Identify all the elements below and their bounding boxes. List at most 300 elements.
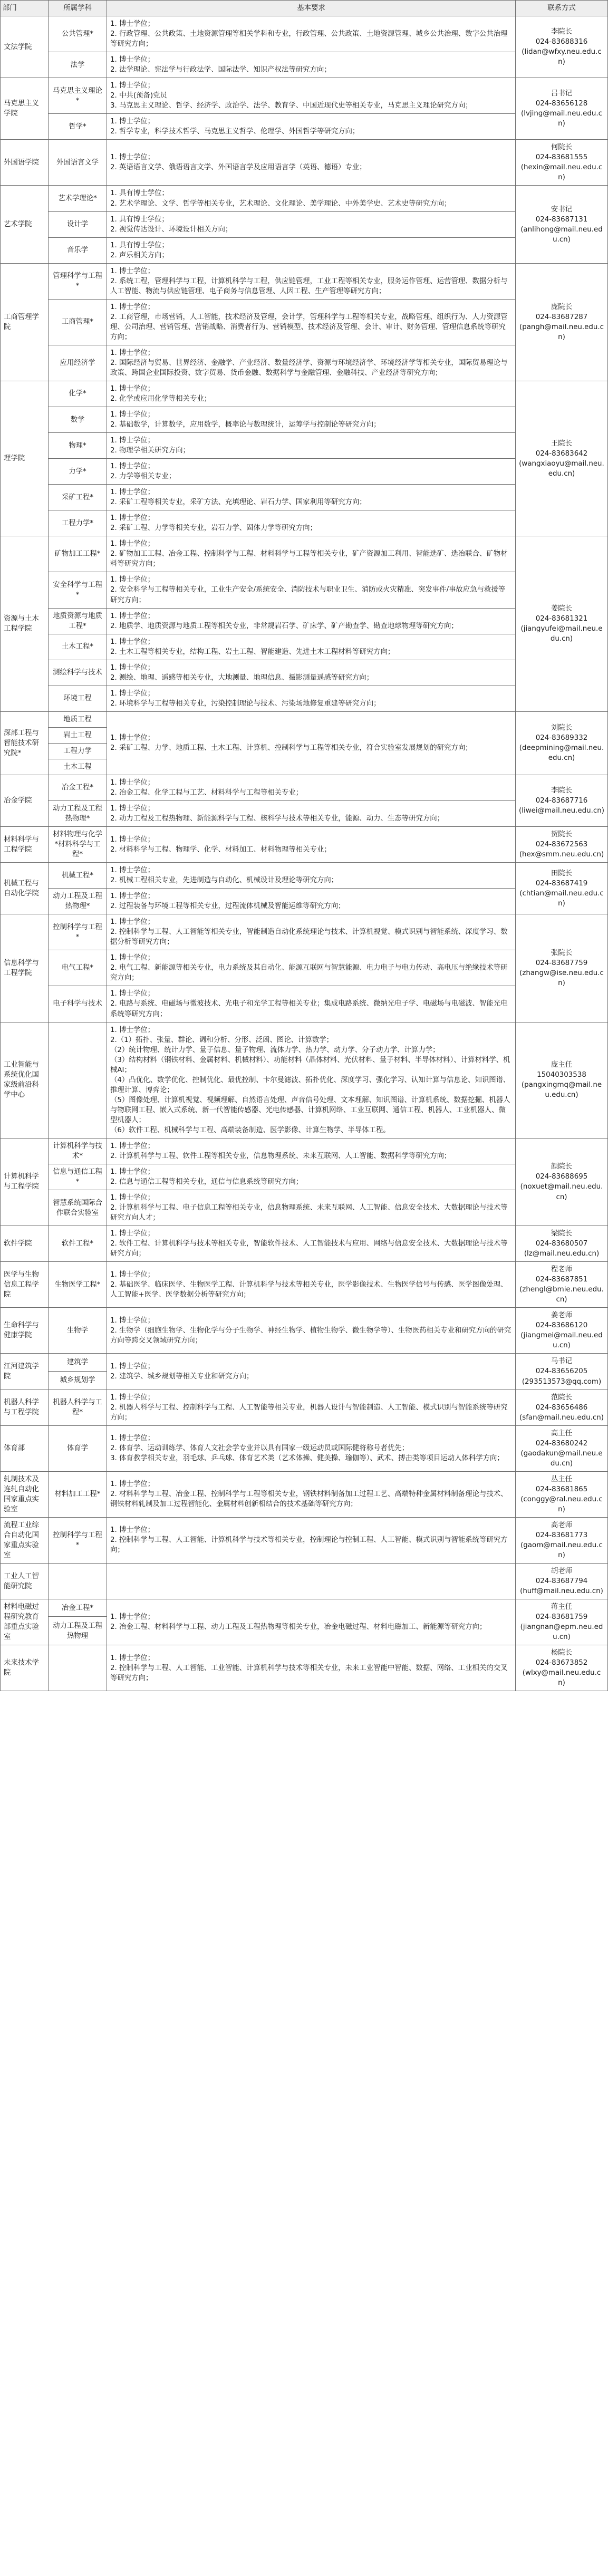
contact-phone: 024-83688695: [535, 1173, 588, 1181]
contact-person: 颜院长: [551, 1163, 573, 1171]
table-row: [1, 1226, 608, 1262]
requirement-line: （3）结构材料（钢铁材料、金属材料、机械材料）、功能材料（晶体材料、光伏材料、量子材料、半导体材料）、计算材料学、机械AI；: [110, 1056, 510, 1074]
requirement-line: 2. 环境科学与工程等相关专业，污染控制理论与技术、污染场地修复重建等研究方向；: [110, 699, 381, 708]
requirement-line: 2. 动力工程及工程热物理、新能源科学与工程、核科学与技术等相关专业，能源、动力、生态等研究方向；: [110, 815, 444, 823]
requirement-line: 1. 博士学位；: [110, 1168, 155, 1176]
contact-email[interactable]: (pangxingmq@mail.neu.edu.cn): [521, 1081, 602, 1099]
contact-person: 范院长: [551, 1393, 573, 1402]
requirements-cell: [107, 1599, 516, 1645]
discipline-cell: 软件工程*: [49, 1226, 107, 1262]
contact-email[interactable]: (wangxiaoyu@mail.neu.edu.cn): [519, 459, 604, 478]
contact-cell: [516, 1262, 608, 1308]
discipline-cell: 建筑学: [49, 1354, 107, 1372]
discipline-cell: 控制科学与工程*: [49, 1517, 107, 1563]
requirements-cell: [107, 1308, 516, 1354]
requirements-cell: [107, 1471, 516, 1517]
discipline-cell: 材料加工工程*: [49, 1471, 107, 1517]
requirements-cell: [107, 52, 516, 78]
contact-person: 田院长: [551, 869, 573, 877]
requirement-line: 2.（1）拓扑、张量、群论、调和分析、分形、泛函、图论、计算数学；: [110, 1036, 334, 1044]
dept-name-cell: 工商管理学院: [1, 263, 49, 381]
discipline-cell: 工商管理*: [49, 299, 107, 345]
requirement-line: 1. 博士学位；: [110, 1230, 155, 1238]
discipline-cell: 环境工程: [49, 686, 107, 711]
requirement-line: 2. 体育学、运动训练学、体育人文社会学专业并以具有国家一级运动员或国际健将称号者优先；: [110, 1444, 409, 1453]
requirement-line: 1. 博士学位；: [110, 1316, 155, 1325]
dept-name-cell: 深部工程与智能技术研究院*: [1, 711, 49, 775]
requirement-line: （5）图像处理、计算机视觉、视频理解、自然语言处理、声音信号处理、文本理解、知识图谱、计算机系统、数据挖掘、机器人与物联网工程、嵌入式系统、新一代智能传感器、光电传感器、计算机网络、工业互联网、通信工程、机器人、工业机器人、微型机器人；: [110, 1096, 510, 1124]
discipline-cell: 公共管理*: [49, 16, 107, 52]
contact-email[interactable]: (sfan@mail.neu.edu.cn): [519, 1413, 604, 1422]
table-row: [1, 263, 608, 299]
contact-phone: 024-83680242: [535, 1439, 588, 1448]
requirement-line: 2. 艺术学理论、文学、哲学等相关专业，艺术理论、文化理论、美学理论、中外美学史、艺术史等研究方向；: [110, 199, 451, 208]
contact-phone: 024-83656128: [535, 100, 588, 108]
requirements-cell: [107, 1138, 516, 1164]
contact-phone: 024-83681865: [535, 1485, 588, 1493]
contact-cell: [516, 863, 608, 914]
requirement-line: 1. 博士学位；: [110, 56, 155, 64]
requirement-line: 1. 博士学位；: [110, 411, 155, 419]
contact-cell: [516, 1138, 608, 1226]
contact-cell: [516, 1517, 608, 1563]
contact-email[interactable]: (chtian@mail.neu.edu.cn): [519, 889, 604, 908]
requirement-line: 1. 博士学位；: [110, 1434, 155, 1443]
requirement-line: 2. 材料科学与工程、冶金工程、控制科学与工程等相关专业，钢铁材料制备加工过程工艺、高端特种金属材料制备理论与技术、钢铁材料轧制及加工过程智能化、金属材料创新相结合的技术基础等研究方向；: [110, 1490, 508, 1509]
requirement-line: 1. 具有博士学位；: [110, 215, 169, 224]
discipline-cell: 法学: [49, 52, 107, 78]
requirement-line: 1. 博士学位；: [110, 1613, 155, 1622]
requirement-line: 1. 博士学位；: [110, 638, 155, 646]
contact-cell: [516, 263, 608, 381]
contact-email[interactable]: (zhangw@ise.neu.edu.cn): [519, 969, 604, 987]
requirement-line: 2. 地质学、地质资源与地质工程等相关专业，非常规岩石学、矿床学、矿产勘查学、勘查地球物理等研究方向；: [110, 622, 458, 630]
contact-person: 姜老师: [551, 1311, 573, 1320]
contact-cell: [516, 775, 608, 826]
table-row: [1, 1308, 608, 1354]
contact-phone: 024-83687131: [535, 215, 588, 224]
contact-person: 胡老师: [551, 1567, 573, 1575]
requirements-cell: [107, 1645, 516, 1691]
table-row: [1, 1390, 608, 1425]
requirement-line: 2. 测绘、地理、遥感等相关专业，大地测量、地理信息、摄影测量遥感等研究方向；: [110, 673, 374, 682]
table-row: [1, 1354, 608, 1372]
discipline-cell: 采矿工程*: [49, 485, 107, 510]
requirement-line: 1. 博士学位；: [110, 267, 155, 275]
requirement-line: 2. 采矿工程等相关专业，采矿方法、充填理论、岩石力学、国家利用等研究方向；: [110, 498, 366, 507]
requirements-cell: [107, 634, 516, 660]
requirement-line: 2. 安全科学与工程等相关专业，工业生产安全/系统安全、消防技术与职业卫生、消防或火灾精准、突发事件/事故应急与救援等研究方向；: [110, 586, 506, 604]
requirement-line: 2. 冶金工程、化学工程与工艺、材料科学与工程等相关专业；: [110, 788, 303, 797]
requirements-cell: [107, 16, 516, 52]
table-row: [1, 1471, 608, 1517]
contact-email[interactable]: (lvjing@mail.neu.edu.cn): [521, 110, 602, 128]
requirement-line: 1. 博士学位；: [110, 118, 155, 126]
discipline-cell: 机械工程*: [49, 863, 107, 889]
requirement-line: 2. 中共(预备)党员: [110, 92, 167, 100]
requirements-cell: [107, 1354, 516, 1390]
requirements-cell: [107, 140, 516, 186]
dept-name-cell: 信息科学与工程学院: [1, 914, 49, 1022]
contact-cell: [516, 1308, 608, 1354]
requirements-cell: [107, 1390, 516, 1425]
requirement-line: 2. 生物学（细胞生物学、生物化学与分子生物学、神经生物学、植物生物学、微生物学等）、生物医药相关专业和研究方向的研究方向等跨交叉领域研究方向；: [110, 1326, 512, 1345]
discipline-cell: 土木工程: [49, 759, 107, 775]
contact-person: 张院长: [551, 949, 573, 957]
contact-person: 杨院长: [551, 1649, 573, 1657]
contact-cell: [516, 1226, 608, 1262]
contact-person: 何院长: [551, 143, 573, 152]
dept-name-cell: 软件学院: [1, 1226, 49, 1262]
contact-phone: 024-83689332: [535, 734, 588, 742]
requirement-line: 1. 博士学位；: [110, 303, 155, 311]
requirement-line: 2. 电路与系统、电磁场与微波技术、光电子和光学工程等相关专业；集成电路系统、微纳光电子学、电磁场与电磁波、智能光电系统等研究方向；: [110, 1000, 508, 1018]
contact-phone: 024-83672563: [535, 841, 588, 849]
requirement-line: 1. 博士学位；: [110, 804, 155, 813]
discipline-cell: [49, 1022, 107, 1138]
contact-email[interactable]: (hex@smm.neu.edu.cn): [519, 851, 604, 859]
contact-person: 贺院长: [551, 831, 573, 839]
contact-cell: [516, 140, 608, 186]
requirement-line: 1. 博士学位；: [110, 1393, 155, 1402]
table-row: [1, 381, 608, 407]
contact-email[interactable]: (wlxy@mail.neu.edu.cn): [522, 1669, 601, 1687]
contact-email[interactable]: (deepmining@mail.neu.edu.cn): [519, 744, 604, 763]
table-header-row: [1, 1, 608, 16]
requirement-line: 2. 采矿工程、力学、地质工程、土木工程、计算机、控制科学与工程等相关专业，符合实验室发展规划的研究方向；: [110, 744, 472, 752]
requirement-line: 2. 行政管理、公共政策、土地资源管理等相关学科和专业，行政管理、公共政策、土地资源管理、城乡公共治理、数字公共治理等研究方向；: [110, 30, 508, 49]
requirement-line: 2. 机械工程相关专业，先进制造与自动化、机械设计及理论等研究方向；: [110, 876, 339, 885]
requirement-line: 1. 博士学位；: [110, 437, 155, 445]
discipline-cell: 工程力学*: [49, 510, 107, 536]
requirements-cell: [107, 114, 516, 140]
table-row: [1, 78, 608, 114]
discipline-cell: 外国语言文学: [49, 140, 107, 186]
table-row: [1, 186, 608, 211]
contact-person: 庞院长: [551, 303, 573, 311]
requirement-line: 1. 博士学位；: [110, 20, 155, 28]
requirements-cell: [107, 459, 516, 485]
contact-email[interactable]: (jiangyufei@mail.neu.edu.cn): [520, 625, 603, 643]
contact-phone: 024-83687419: [535, 879, 588, 887]
requirement-line: 2. 控制科学与工程、人工智能、计算机科学与技术等相关专业，控制理论与控制工程、人工智能、模式识别与智能系统等研究方向；: [110, 1536, 508, 1555]
discipline-cell: 化学*: [49, 381, 107, 407]
requirements-cell: [107, 686, 516, 711]
table-row: [1, 1564, 608, 1599]
discipline-cell: 地质工程: [49, 711, 107, 727]
contact-cell: [516, 186, 608, 263]
contact-email[interactable]: (hexin@mail.neu.edu.cn): [520, 163, 603, 182]
requirement-line: 1. 博士学位；: [110, 663, 155, 672]
requirement-line: 1. 博士学位；: [110, 612, 155, 620]
contact-person: 丛主任: [551, 1475, 573, 1483]
contact-email[interactable]: (lz@mail.neu.edu.cn): [524, 1250, 600, 1258]
requirement-line: 2. 建筑学、城乡规划等相关专业和研究方向；: [110, 1372, 254, 1381]
contact-cell: [516, 1599, 608, 1645]
dept-name-cell: 体育部: [1, 1425, 49, 1471]
contact-person: 姜院长: [551, 605, 573, 613]
requirement-line: 2. 控制科学与工程、人工智能等相关专业，智能制造自动化系统理论与技术、计算机视觉、模式识别与智能系统、深度学习、数据分析等研究方向；: [110, 928, 508, 947]
contact-email[interactable]: (jiangmei@mail.neu.edu.cn): [520, 1332, 603, 1350]
requirement-line: 2. 英语语言文学、俄语语言文学、外国语言学及应用语言学（英语、德语）专业；: [110, 163, 366, 172]
contact-person: 梁院长: [551, 1230, 573, 1238]
contact-cell: [516, 1564, 608, 1599]
dept-name-cell: 江河建筑学院: [1, 1354, 49, 1390]
discipline-cell: 物理*: [49, 433, 107, 459]
contact-person: 李院长: [551, 786, 573, 795]
table-row: [1, 1517, 608, 1563]
requirement-line: 2. 国际经济与贸易、世界经济、金融学、产业经济、数量经济学、资源与环境经济学、环境经济学等相关专业，国际贸易理论与政策、跨国企业国际投资、数字贸易、货币金融、数据科学与金融管理、金融科技、产业经济等研究方向；: [110, 359, 508, 377]
contact-email[interactable]: (lidan@wfxy.neu.edu.cn): [522, 48, 602, 66]
requirements-cell: [107, 827, 516, 863]
table-row: [1, 775, 608, 800]
contact-cell: [516, 536, 608, 711]
contact-phone: 024-83687759: [535, 959, 588, 967]
requirement-line: 1. 博士学位；: [110, 82, 155, 90]
requirements-cell: [107, 1164, 516, 1190]
requirement-line: 1. 博士学位；: [110, 349, 155, 357]
requirements-cell: [107, 1564, 516, 1599]
requirement-line: 1. 具有博士学位；: [110, 189, 169, 198]
requirements-cell: [107, 986, 516, 1022]
table-row: [1, 914, 608, 950]
discipline-cell: 地质资源与地质工程*: [49, 608, 107, 634]
requirement-line: 2. 采矿工程、力学等相关专业，岩石力学、固体力学等研究方向；: [110, 524, 317, 533]
requirements-cell: [107, 407, 516, 433]
dept-name-cell: 机械工程与自动化学院: [1, 863, 49, 914]
dept-name-cell: 外国语学院: [1, 140, 49, 186]
requirement-line: 2. 系统工程，管理科学与工程，计算机科学与工程，供应链管理，工业工程等相关专业，服务运作管理、运营管理、数据分析与人工智能、物流与供应链管理、电子商务与信息管理、人因工程、生产管理等研究方向；: [110, 277, 508, 295]
requirements-cell: [107, 889, 516, 914]
requirements-cell: [107, 263, 516, 299]
requirement-line: 1. 博士学位；: [110, 1270, 155, 1279]
contact-email[interactable]: (jiangnan@epm.neu.edu.cn): [520, 1623, 603, 1642]
discipline-cell: 安全科学与工程*: [49, 572, 107, 608]
contact-phone: 024-83687794: [535, 1577, 588, 1586]
requirement-line: 2. 材料科学与工程、物理学、化学、材料加工、材料物理等相关专业；: [110, 845, 331, 854]
dept-name-cell: 工业人工智能研究院: [1, 1564, 49, 1599]
discipline-cell: 控制科学与工程*: [49, 914, 107, 950]
requirements-cell: [107, 800, 516, 826]
contact-phone: 024-83673852: [535, 1659, 588, 1667]
requirement-line: 1. 博士学位；: [110, 1026, 155, 1034]
requirements-cell: [107, 381, 516, 407]
requirements-cell: [107, 186, 516, 211]
contact-email[interactable]: (gaodakun@mail.neu.edu.cn): [520, 1449, 603, 1468]
contact-phone: 024-83681321: [535, 615, 588, 623]
header-requirements: 基本要求: [107, 1, 516, 16]
requirement-line: 1. 博士学位；: [110, 1194, 155, 1202]
table-row: [1, 1599, 608, 1617]
contact-person: 安书记: [551, 205, 573, 214]
requirements-cell: [107, 1190, 516, 1226]
contact-person: 庞主任: [551, 1061, 573, 1069]
discipline-cell: 动力工程及工程热物理: [49, 1617, 107, 1645]
contact-phone: 15040303538: [537, 1071, 586, 1079]
requirement-line: 1. 博士学位；: [110, 892, 155, 901]
dept-name-cell: 理学院: [1, 381, 49, 536]
dept-name-cell: 材料科学与工程学院: [1, 827, 49, 863]
discipline-cell: 动力工程及工程热物理*: [49, 889, 107, 914]
table-body: [1, 16, 608, 1691]
requirement-line: 1. 博士学位；: [110, 734, 155, 742]
contact-phone: 024-83681759: [535, 1613, 588, 1622]
table-row: [1, 1138, 608, 1164]
table-row: [1, 1022, 608, 1138]
table-row: [1, 536, 608, 572]
contact-person: 王院长: [551, 439, 573, 448]
requirements-cell: [107, 572, 516, 608]
discipline-cell: 材料物理与化学*材料科学与工程*: [49, 827, 107, 863]
requirements-cell: [107, 608, 516, 634]
discipline-cell: 城乡规划学: [49, 1372, 107, 1390]
dept-name-cell: 文法学院: [1, 16, 49, 78]
requirement-line: 1. 博士学位；: [110, 954, 155, 962]
requirements-cell: [107, 1425, 516, 1471]
requirement-line: （4）凸优化、数学优化、控制优化、最优控制、卡尔曼滤波、拓扑优化、深度学习、强化学习、认知计算与信息论、知识图谱、推理计算、博弈论；: [110, 1076, 510, 1094]
dept-name-cell: 材料电磁过程研究教育部重点实验室: [1, 1599, 49, 1645]
requirement-line: 2. 基础医学、临床医学、生物医学工程、计算机科学与技术等相关专业，医学影像技术、生物医学信号与传感、医学图像处理、人工智能+医学、医学数据分析等研究方向；: [110, 1280, 508, 1299]
requirements-cell: [107, 78, 516, 114]
dept-name-cell: 轧制技术及连轧自动化国家重点实验室: [1, 1471, 49, 1517]
discipline-cell: 生物医学工程*: [49, 1262, 107, 1308]
requirement-line: 2. 化学或应用化学等相关专业；: [110, 395, 211, 403]
table-row: [1, 827, 608, 863]
table-row: [1, 1262, 608, 1308]
requirements-cell: [107, 1226, 516, 1262]
contact-phone: 024-83656205: [535, 1367, 588, 1376]
requirement-line: 1. 博士学位；: [110, 540, 155, 548]
contact-cell: [516, 1471, 608, 1517]
requirement-line: 1. 博士学位；: [110, 689, 155, 698]
contact-cell: [516, 711, 608, 775]
dept-name-cell: 医学与生物信息工程学院: [1, 1262, 49, 1308]
requirement-line: 1. 博士学位；: [110, 866, 155, 875]
contact-email[interactable]: (293513573@qq.com): [522, 1377, 602, 1386]
header-discipline: 所属学科: [49, 1, 107, 16]
requirements-cell: [107, 775, 516, 800]
requirement-line: 2. 物理学相关研究方向；: [110, 447, 190, 455]
discipline-cell: 数学: [49, 407, 107, 433]
discipline-cell: 应用经济学: [49, 345, 107, 381]
requirement-line: 1. 博士学位；: [110, 576, 155, 584]
contact-cell: [516, 78, 608, 140]
dept-name-cell: 计算机科学与工程学院: [1, 1138, 49, 1226]
discipline-cell: 艺术学理论*: [49, 186, 107, 211]
requirements-cell: [107, 536, 516, 572]
requirement-line: 2. 法学理论、宪法学与行政法学、国际法学、知识产权法等研究方向；: [110, 66, 331, 74]
discipline-cell: 电气工程*: [49, 950, 107, 986]
contact-cell: [516, 1645, 608, 1691]
dept-name-cell: 生命科学与健康学院: [1, 1308, 49, 1354]
requirement-line: 2. 电气工程、新能源等相关专业，电力系统及其自动化、能源互联网与智慧能源、电力电子与电力传动、高电压与绝缘技术等研究方向；: [110, 964, 508, 982]
header-dept: 部门: [1, 1, 49, 16]
discipline-cell: 岩土工程: [49, 727, 107, 743]
contact-person: 高老师: [551, 1521, 573, 1529]
contact-email[interactable]: (liwei@mail.neu.edu.cn): [519, 806, 604, 815]
requirement-line: 2. 软件工程、计算机科学与技术等相关专业，智能软件技术、人工智能技术与应用、网络与信息安全技术、大数据理论与技术等研究方向；: [110, 1240, 508, 1258]
requirement-line: 2. 冶金工程、材料科学与工程、动力工程及工程热物理等相关专业，冶金电磁过程、材料电磁加工、新能源等研究方向；: [110, 1623, 487, 1632]
requirement-line: 2. 计算机科学与工程、软件工程等相关专业，信息物理系统、未来互联网、人工智能、数据科学等研究方向；: [110, 1152, 451, 1160]
requirements-cell: [107, 863, 516, 889]
discipline-cell: 冶金工程*: [49, 775, 107, 800]
dept-name-cell: 马克思主义学院: [1, 78, 49, 140]
discipline-cell: 马克思主义理论*: [49, 78, 107, 114]
contact-phone: 024-83683642: [535, 449, 588, 458]
requirement-line: 1. 博士学位；: [110, 384, 155, 393]
contact-email[interactable]: (anlihong@mail.neu.edu.cn): [520, 225, 603, 244]
requirement-line: 2. 过程装备与环境工程等相关专业，过程流体机械及智能运维等研究方向；: [110, 902, 345, 911]
discipline-cell: 生物学: [49, 1308, 107, 1354]
table-row: [1, 1425, 608, 1471]
contact-email[interactable]: (gaom@mail.neu.edu.cn): [520, 1541, 603, 1559]
requirement-line: 1. 博士学位；: [110, 1654, 155, 1662]
contact-email[interactable]: (huff@mail.neu.edu.cn): [520, 1587, 603, 1596]
discipline-cell: 体育学: [49, 1425, 107, 1471]
table-row: [1, 140, 608, 186]
requirement-line: 1. 博士学位；: [110, 1480, 155, 1489]
requirements-cell: [107, 914, 516, 950]
discipline-cell: 电子科学与技术: [49, 986, 107, 1022]
contact-cell: [516, 1425, 608, 1471]
requirement-line: 1. 博士学位；: [110, 990, 155, 998]
requirements-cell: [107, 711, 516, 775]
contact-cell: [516, 827, 608, 863]
table-row: [1, 863, 608, 889]
requirement-line: 2. 视觉传达设计、环境设计相关方向；: [110, 225, 233, 234]
requirement-line: 1. 博士学位；: [110, 1362, 155, 1371]
contact-email[interactable]: (pangh@mail.neu.edu.cn): [519, 323, 604, 341]
contact-phone: 024-83688316: [535, 38, 588, 46]
requirement-line: 2. 信息与通信工程等相关专业，通信与信息系统等研究方向；: [110, 1178, 303, 1186]
contact-person: 李院长: [551, 28, 573, 36]
contact-person: 刘院长: [551, 724, 573, 732]
requirements-cell: [107, 1022, 516, 1138]
contact-email[interactable]: (zhengl@bmie.neu.edu.cn): [519, 1286, 604, 1304]
discipline-cell: 哲学*: [49, 114, 107, 140]
dept-name-cell: 机器人科学与工程学院: [1, 1390, 49, 1425]
contact-cell: [516, 1022, 608, 1138]
dept-name-cell: 未来技术学院: [1, 1645, 49, 1691]
contact-person: 马书记: [551, 1357, 573, 1366]
contact-cell: [516, 1354, 608, 1390]
discipline-cell: 设计学: [49, 211, 107, 237]
contact-person: 蒋主任: [551, 1603, 573, 1612]
requirement-line: 1. 博士学位；: [110, 835, 155, 844]
contact-person: 高主任: [551, 1429, 573, 1437]
discipline-cell: 力学*: [49, 459, 107, 485]
requirement-line: 1. 博士学位；: [110, 918, 155, 927]
discipline-cell: [49, 1564, 107, 1599]
contact-email[interactable]: (conggy@ral.neu.edu.cn): [520, 1495, 603, 1513]
requirement-line: 2. 哲学专业，科学技术哲学、马克思主义哲学、伦理学、外国哲学等研究方向；: [110, 128, 360, 136]
contact-phone: 024-83687716: [535, 796, 588, 805]
dept-name-cell: 冶金学院: [1, 775, 49, 826]
discipline-cell: 工程力学: [49, 743, 107, 759]
discipline-cell: 信息与通信工程*: [49, 1164, 107, 1190]
requirements-cell: [107, 950, 516, 986]
contact-phone: 024-83687287: [535, 313, 588, 321]
requirement-line: 1. 博士学位；: [110, 1142, 155, 1150]
contact-phone: 024-83656486: [535, 1403, 588, 1412]
contact-person: 程老师: [551, 1266, 573, 1274]
dept-name-cell: 流程工业综合自动化国家重点实验室: [1, 1517, 49, 1563]
requirement-line: 3. 马克思主义理论、哲学、经济学、政治学、法学、教育学、中国近现代史等相关专业，马克思主义理论研究方向；: [110, 102, 472, 110]
discipline-cell: 计算机科学与技术*: [49, 1138, 107, 1164]
requirement-line: 1. 博士学位；: [110, 488, 155, 497]
contact-email[interactable]: (noxuet@mail.neu.edu.cn): [520, 1183, 603, 1201]
contact-cell: [516, 16, 608, 78]
